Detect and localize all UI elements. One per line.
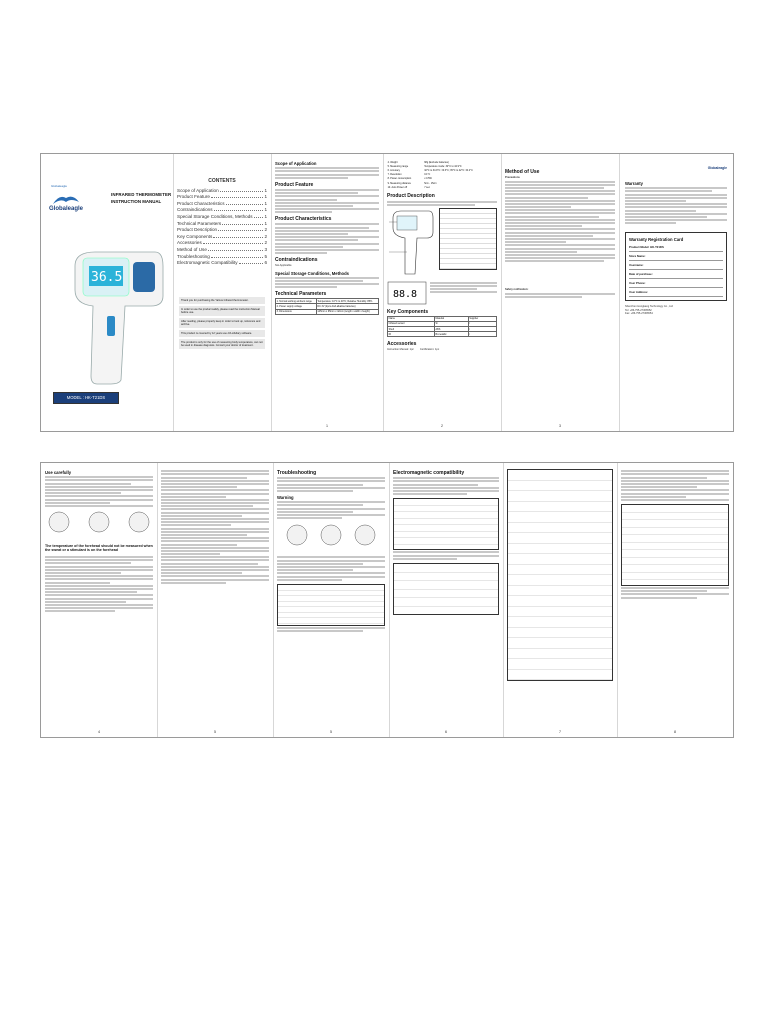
table-cell: 6. Accuracy [387, 168, 400, 172]
page-5-panel [157, 463, 274, 737]
emc-table-3 [507, 469, 613, 681]
table-cell: 68g (Exclude batteries) [424, 160, 449, 164]
brand-small: Globaleagle [51, 184, 68, 188]
toc-item [177, 247, 267, 252]
toc-page: 2 [264, 227, 267, 233]
toc-list [177, 186, 267, 267]
table-cell: ≤ 0.5W [424, 177, 432, 181]
note-3: After reading, please properly keep in order to look up, reference and archive. [179, 318, 265, 328]
lcd-icon [387, 281, 427, 305]
page-2-panel [383, 154, 502, 431]
table-cell: Temperature: 10°C to 40°C; Relative Humidity: 85% [316, 299, 378, 304]
toc-page: 1 [264, 187, 267, 193]
table-cell: 4. Weight [387, 160, 398, 164]
thermometer-diagram [387, 208, 435, 278]
toc-leader [211, 197, 263, 198]
trouble-table [277, 584, 385, 626]
note-1: Thank you for purchasing the Yalcus Infrared thermometer. [179, 297, 265, 304]
toc-item [177, 221, 267, 226]
accessories-heading: Accessories [387, 341, 417, 348]
description-heading: Product Description [387, 193, 435, 200]
emc-heading: Electromagnetic compatibility [393, 470, 465, 476]
icon-legend [439, 208, 497, 278]
toc-page: 2 [264, 240, 267, 246]
table-cell: / [468, 321, 496, 326]
page-number: 5 [330, 730, 332, 734]
toc-label: Product Feature [177, 194, 210, 200]
contents-heading: CONTENTS [208, 178, 236, 184]
toc-item [177, 201, 267, 206]
toc-item [177, 194, 267, 199]
toc-leader [226, 204, 264, 205]
toc-label: Key Components [177, 233, 213, 239]
table-cell: 32°C to 34.9°C: ±0.3°C; 35°C to 42°C: ±0.2°C [424, 168, 473, 172]
page-number: 4 [98, 730, 100, 734]
reg-field: User Phone: [629, 279, 723, 288]
emc-table-1 [393, 498, 499, 550]
svg-text:88.8: 88.8 [393, 288, 418, 300]
model-label: MODEL : HK-T21DS [53, 392, 119, 404]
table-row [387, 185, 497, 189]
thermometer-illustration [55, 246, 165, 391]
toc-page: 1 [264, 200, 267, 206]
toc-leader [203, 243, 264, 244]
toc-leader [218, 230, 263, 231]
spec-table [387, 160, 497, 189]
contraindications-text: Not Applicable [275, 264, 292, 268]
table-cell: 9. Measuring distance [387, 181, 411, 185]
reg-field: Product Model: HK-T21DS [629, 243, 723, 252]
product-diagrams [387, 208, 497, 278]
contraindications-heading: Contraindications [275, 257, 318, 264]
key-components-table [387, 316, 497, 338]
table-cell: Name [388, 316, 435, 321]
table-cell: Supplier [468, 316, 496, 321]
toc-page: 1 [264, 213, 267, 219]
usage-figures [277, 520, 385, 550]
toc-item [177, 240, 267, 245]
safety-heading: Safety notification: [505, 288, 529, 292]
table-cell: IR [388, 332, 435, 337]
toc-leader [220, 191, 264, 192]
forehead-figures [45, 508, 153, 536]
toc-leader [254, 217, 264, 218]
toc-leader [222, 224, 263, 225]
toc-page: 1 [264, 220, 267, 226]
toc-leader [214, 210, 264, 211]
table-cell: 5cm - 15cm [424, 181, 437, 185]
toc-label: Troubleshooting [177, 253, 210, 259]
tech-table [275, 298, 379, 315]
reg-field: Date of purchase: [629, 270, 723, 279]
company-tel: Tel: +86-755-27366552 [625, 308, 652, 312]
reg-fields [629, 243, 723, 297]
page-4-panel [41, 463, 158, 737]
forehead-warning: The temperature of the forehead should not be measured when the sweat or a stimulant is on the forehead [45, 544, 153, 553]
manual-sheet-front [40, 153, 734, 432]
feature-heading: Product Feature [275, 181, 314, 188]
toc-item [177, 207, 267, 212]
table-cell: 3. Dimensions [276, 309, 317, 314]
company-fax: Fax: +86-755-27366554 [625, 312, 653, 316]
warranty-heading: Warranty [625, 181, 643, 186]
toc-label: Electromagnetic Compatibility [177, 260, 238, 266]
key-components-heading: Key Components [387, 308, 429, 315]
reg-field: User Address: [629, 288, 723, 297]
toc-item [177, 254, 267, 259]
table-row [276, 309, 379, 314]
company-block [625, 305, 727, 315]
company-name: Shenzhen Hongkang Technology Co., Ltd [625, 305, 673, 309]
table-cell: DC 3V (2pcs AAA alkaline batteries) [316, 304, 378, 309]
toc-page: 2 [264, 233, 267, 239]
warranty-logo: Globaleagle [707, 166, 727, 170]
warning-heading: Warning [277, 494, 294, 500]
page-7-panel [389, 463, 504, 737]
table-cell: / [468, 332, 496, 337]
table-cell: Bi-metallic [434, 332, 468, 337]
page-3-panel [501, 154, 620, 431]
toc-page: 3 [264, 246, 267, 252]
page-6-panel [273, 463, 390, 737]
contents-panel [173, 154, 272, 431]
scope-heading: Scope of Application [275, 161, 317, 166]
table-cell: / [468, 327, 496, 332]
registration-card [625, 232, 727, 301]
use-carefully-heading: Use carefully [45, 470, 72, 475]
characteristics-heading: Product Characteristics [275, 216, 332, 223]
reg-heading: Warranty Registration Card [629, 237, 684, 243]
table-cell: Temperature mode: 32°C to 42.9°C [424, 164, 462, 168]
toc-label: Method of Use [177, 246, 207, 252]
table-cell: Infrared sensor [388, 321, 435, 326]
note-4: This product is covered by 12 years use-OA sifullary software. [179, 330, 265, 337]
toc-leader [213, 237, 263, 238]
reg-field: Store Name: [629, 252, 723, 261]
table-cell: 7 sec [424, 185, 430, 189]
accessories-row [387, 348, 497, 351]
toc-item [177, 234, 267, 239]
page-1-panel [271, 154, 384, 431]
toc-label: Accessories [177, 240, 202, 246]
method-heading: Method of Use [505, 169, 540, 175]
toc-label: Special Storage Conditions, Methods [177, 213, 253, 219]
brand-name: Globaleagle [49, 206, 84, 212]
contents-notes [179, 297, 265, 349]
toc-item [177, 188, 267, 193]
title-line-1: INFRARED THERMOMETER [111, 192, 172, 197]
troubleshooting-heading: Troubleshooting [277, 470, 317, 476]
storage-heading: Special Storage Conditions, Methods [275, 270, 349, 276]
toc-label: Scope of Application [177, 187, 219, 193]
toc-page: 1 [264, 207, 267, 213]
lcd-diagram [387, 281, 497, 305]
emc-table-2 [393, 563, 499, 615]
toc-label: Product Description [177, 227, 218, 233]
toc-leader [239, 263, 264, 264]
page-number: 8 [674, 730, 676, 734]
page-number: 7 [559, 730, 561, 734]
table-cell: 145mm x 95mm x 42mm (length x width x height) [316, 309, 378, 314]
manual-sheet-back [40, 462, 734, 738]
title-line-2: INSTRUCTION MANUAL [111, 199, 162, 204]
note-2: In order to use the product safely, please read the instruction Manual before use. [179, 306, 265, 316]
toc-item [177, 214, 267, 219]
note-5: The product is only for the use of measuring body temperature, can not be used in disease diagnosis. Consult your doctor of treatment. [179, 339, 265, 349]
page-9-panel [617, 463, 733, 737]
table-cell: Shell [388, 327, 435, 332]
reg-field: Username: [629, 261, 723, 270]
page-number: 6 [445, 730, 447, 734]
toc-label: Technical Parameters [177, 220, 222, 226]
emc-table-4 [621, 504, 729, 586]
table-cell: 2. Power supply voltage [276, 304, 317, 309]
table-cell: Material [434, 316, 468, 321]
table-cell: 10. Auto Power off [387, 185, 408, 189]
accessory-cert: Certification: 1pc [419, 348, 440, 352]
accessory-manual: Instruction Manual: 1pc [387, 348, 414, 352]
cover-title [111, 192, 173, 204]
page-number: 1 [326, 424, 328, 428]
table-cell: 0.1°C [424, 173, 431, 177]
toc-label: Contraindications [177, 207, 213, 213]
warranty-panel [619, 154, 733, 431]
toc-item [177, 227, 267, 232]
table-cell: 5. Measuring range [387, 164, 409, 168]
table-cell: 1. Normal working ambient range [276, 299, 317, 304]
table-cell: ABS [434, 327, 468, 332]
toc-page: 6 [264, 260, 267, 266]
toc-leader [208, 250, 264, 251]
toc-page: 1 [264, 194, 267, 200]
page-number: 2 [441, 424, 443, 428]
toc-item [177, 260, 267, 265]
table-row [388, 332, 497, 337]
table-cell: 7. Resolution [387, 173, 402, 177]
svg-text:36.5: 36.5 [91, 270, 123, 285]
table-cell: 8. Power consumption [387, 177, 412, 181]
page-number: 5 [214, 730, 216, 734]
tech-heading: Technical Parameters [275, 291, 327, 298]
table-cell: Si [434, 321, 468, 326]
precautions-subhead: Precautions [505, 176, 520, 179]
cover-panel [41, 154, 174, 431]
page-8-panel [503, 463, 618, 737]
toc-page: 5 [264, 253, 267, 259]
page-number: 3 [559, 424, 561, 428]
toc-leader [211, 257, 264, 258]
toc-label: Product Characteristics [177, 200, 225, 206]
